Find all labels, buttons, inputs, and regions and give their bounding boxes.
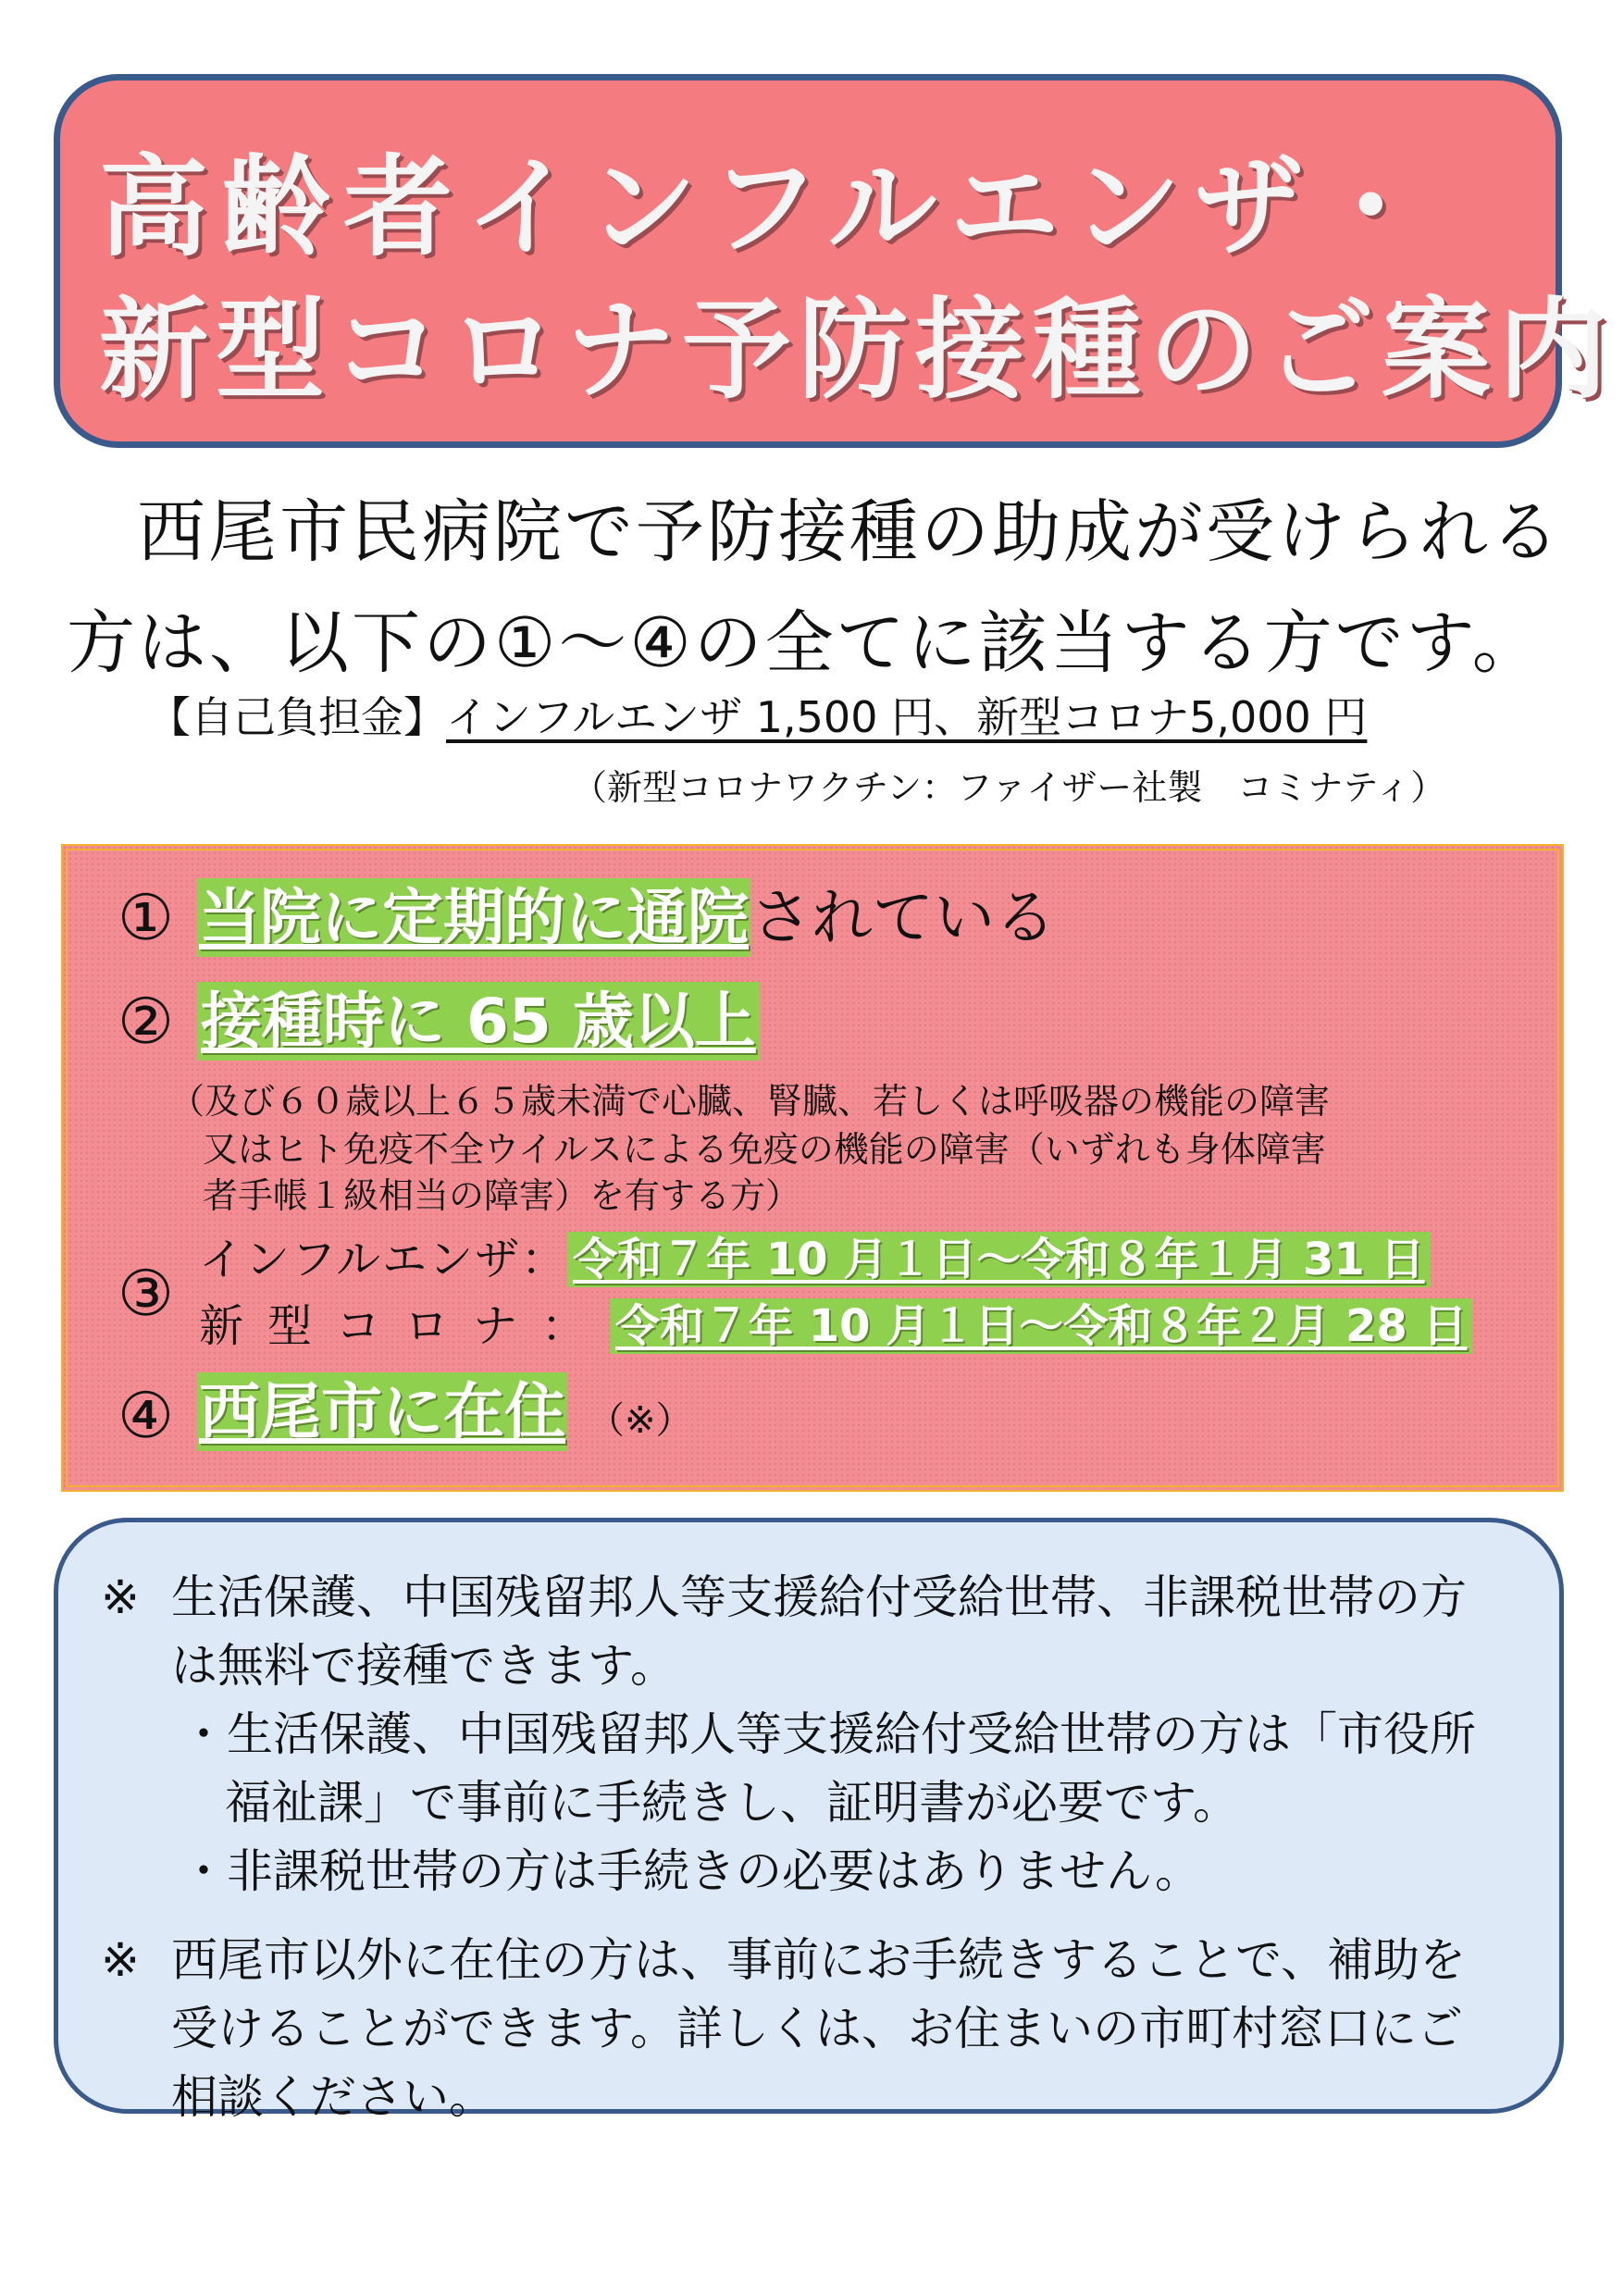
condition-4 [197, 1376, 693, 1447]
bullet-1-line-1: ・生活保護、中国残留邦人等支援給付受給世帯の方は「市役所 [180, 1707, 1476, 1761]
notes-box [54, 1518, 1564, 2124]
bullet-2-line-1: ・非課税世帯の方は手続きの必要はありません。 [180, 1844, 1201, 1898]
condition-1-number: ① [118, 882, 174, 955]
condition-2-note-line-3: 者手帳１級相当の障害）を有する方） [203, 1175, 801, 1216]
covid-period: 令和７年 10 月１日～令和８年２月 28 日 [610, 1298, 1472, 1354]
title-line-2: 新型コロナ予防接種のご案内 [99, 286, 1616, 414]
note-1-mark: ※ [101, 1570, 140, 1624]
condition-3-covid [199, 1300, 1472, 1352]
note-2-line-3: 相談ください。 [171, 2070, 495, 2124]
note-2-line-1: 西尾市以外に在住の方は、事前にお手続きすることで、補助を [171, 1933, 1466, 1987]
note-1-line-2: は無料で接種できます。 [171, 1639, 676, 1693]
condition-1-highlight: 当院に定期的に通院 [197, 878, 750, 957]
condition-2-note-line-1: （及び６０歳以上６５歳未満で心臓、腎臓、若しくは呼吸器の機能の障害 [169, 1081, 1331, 1122]
condition-1-rest: されている [750, 882, 1056, 953]
covid-label: 新型コロナ： [199, 1300, 611, 1352]
condition-4-mark: （※） [588, 1399, 693, 1442]
bullet-1-line-2: 福祉課」で事前に手続きし、証明書が必要です。 [225, 1776, 1239, 1830]
condition-2-highlight: 接種時に 65 歳以上 [197, 982, 760, 1061]
condition-2 [197, 986, 760, 1057]
condition-2-number: ② [118, 986, 174, 1059]
condition-3-flu [199, 1234, 1431, 1285]
condition-1 [197, 882, 1056, 953]
condition-4-highlight: 西尾市に在住 [197, 1372, 567, 1451]
condition-2-note-line-2: 又はヒト免疫不全ウイルスによる免疫の機能の障害（いずれも身体障害 [203, 1129, 1326, 1170]
vaccine-note: （新型コロナワクチン：ファイザー社製 コミナティ） [572, 767, 1446, 808]
title-banner [54, 74, 1616, 448]
intro-line-2: 方は、以下の①～④の全てに該当する方です。 [67, 603, 1543, 683]
flu-period: 令和７年 10 月１日～令和８年１月 31 日 [567, 1232, 1430, 1287]
note-2-mark: ※ [101, 1933, 140, 1987]
condition-4-number: ④ [118, 1380, 174, 1453]
note-1-line-1: 生活保護、中国残留邦人等支援給付受給世帯、非課税世帯の方 [171, 1570, 1467, 1624]
intro-line-1: 西尾市民病院で予防接種の助成が受けられる [137, 492, 1562, 572]
cost-detail: インフルエンザ 1,500 円、新型コロナ5,000 円 [446, 692, 1368, 742]
cost-line [148, 692, 1368, 742]
note-2-line-2: 受けることができます。詳しくは、お住まいの市町村窓口にご [171, 2002, 1463, 2055]
title-line-1: 高齢者インフルエンザ・ [99, 143, 1439, 271]
flu-label: インフルエンザ： [199, 1234, 568, 1285]
condition-3-number: ③ [118, 1258, 174, 1331]
conditions-box [61, 844, 1564, 1492]
cost-label: 【自己負担金】 [148, 692, 446, 742]
